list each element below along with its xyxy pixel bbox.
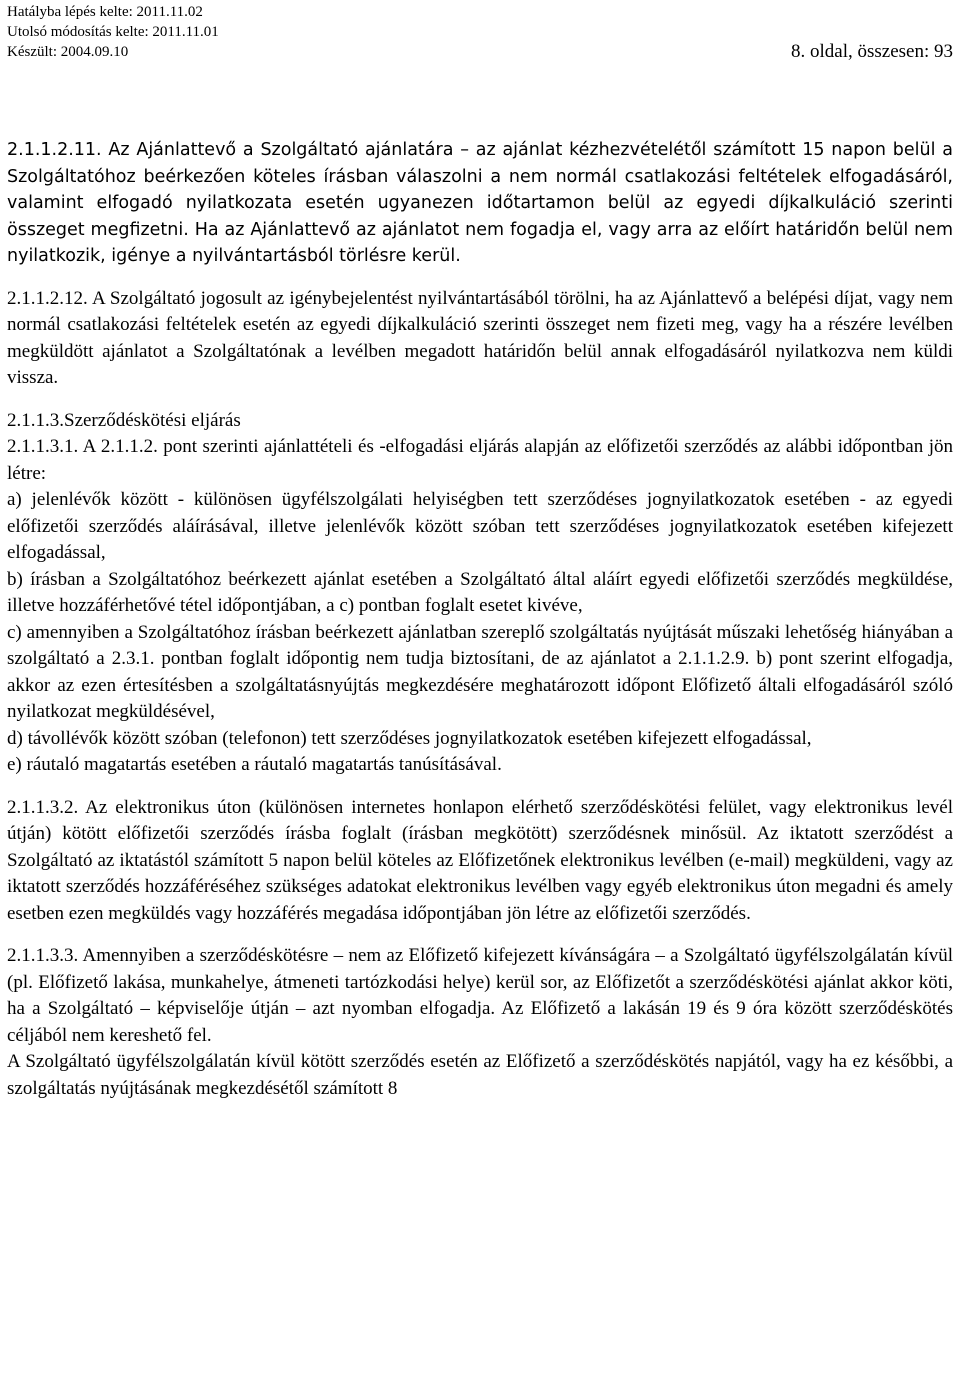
- closing-paragraph: A Szolgáltató ügyfélszolgálatán kívül kötött szerződés esetén az Előfizető a szerződéskötés napjától, vagy ha ez későbbi, a szolgáltatás nyújtásának megkezdésétől számított 8: [7, 1051, 953, 1099]
- document-body: [7, 137, 953, 1102]
- header-bottom-row: [7, 42, 953, 62]
- list-item-a: a) jelenlévők között - különösen ügyfélszolgálati helyiségben tett szerződéses jognyilatkozatok esetében - az egyedi előfizetői szerződés aláírásával, illetve jelenlévők között szóban tett szerződéses jognyilatkozatok esetében kifejezett elfogadással,: [7, 489, 953, 563]
- list-item-b: b) írásban a Szolgáltatóhoz beérkezett ajánlat esetében a Szolgáltató által aláírt egyedi előfizetői szerződés megküldése, illetve hozzáférhetővé tétel időpontjában, a c) pontban foglalt esetet kivéve,: [7, 568, 953, 616]
- section-2-1-1-2-11: 2.1.1.2.11. Az Ajánlattevő a Szolgáltató ajánlatára – az ajánlat kézhezvételétől számított 15 napon belül a Szolgáltatóhoz beérkezően köteles írásban válaszolni a nem normál csatlakozási feltételek elfogadásáról, valamint elfogadó nyilatkozata esetén ugyanezen időtartamon belül az egyedi díjkalkuláció szerinti összeget megfizetni. Ha az Ajánlattevő az ajánlatot nem fogadja el, vagy arra az előírt határidőn belül nem nyilatkozik, igénye a nyilvántartásból törlésre kerül.: [7, 140, 953, 266]
- section-2-1-1-3-2: 2.1.1.3.2. Az elektronikus úton (különösen internetes honlapon elérhető szerződéskötési felület, vagy elektronikus levél útján) kötött előfizetői szerződés írásba foglalt (írásban megkötött) szerződésnek minősül. Az iktatott szerződést a Szolgáltató az iktatástól számított 5 napon belül köteles az Előfizetőnek elektronikus levélben (e-mail) megküldeni, vagy az iktatott szerződés hozzáféréséhez szükséges adatokat elektronikus levélben vagy egyéb elektronikus úton megadni és amely esetben ezen megküldés vagy hozzáférés megadása időpontjában jön létre az előfizetői szerződés.: [7, 796, 953, 924]
- list-item-e: e) ráutaló magatartás esetében a ráutaló magatartás tanúsításával.: [7, 754, 502, 775]
- last-modified-date: Utolsó módosítás kelte: 2011.11.01: [7, 24, 219, 40]
- list-item-c: c) amennyiben a Szolgáltatóhoz írásban beérkezett ajánlatban szereplő szolgáltatás nyújtását műszaki lehetőség hiányában a szolgáltató a 2.3.1. pontban foglalt időpontig nem tudja biztosítani, de az ajánlatot a 2.1.1.2.9. b) pont szerint elfogadja, akkor az ezen értesítésben a szolgáltatásnyújtás megkezdésére meghatározott időpont Előfizető általi elfogadásáról szóló nyilatkozat megküldésével,: [7, 621, 953, 722]
- section-2-1-1-3-1: 2.1.1.3.1. A 2.1.1.2. pont szerinti ajánlattételi és -elfogadási eljárás alapján az előfizetői szerződés az alábbi időpontban jön létre:: [7, 436, 953, 484]
- section-2-1-1-2-12: 2.1.1.2.12. A Szolgáltató jogosult az igénybejelentést nyilvántartásából törölni, ha az Ajánlattevő a belépési díjat, vagy nem normál csatlakozási feltételek esetén az egyedi díjkalkuláció szerinti összeget nem fizeti meg, vagy ha a részére levélben megküldött ajánlatot a Szolgáltatónak a levélben megadott határidőn belül annak elfogadásáról nyilatkozva nem küldi vissza.: [7, 287, 953, 388]
- heading-2-1-1-3: 2.1.1.3.Szerződéskötési eljárás: [7, 409, 241, 431]
- effective-date: Hatályba lépés kelte: 2011.11.02: [7, 4, 203, 20]
- list-item-d: d) távollévők között szóban (telefonon) tett szerződéses jognyilatkozatok esetében kifejezett elfogadással,: [7, 727, 812, 749]
- page-number: 8. oldal, összesen: 93: [790, 41, 953, 62]
- created-date: Készült: 2004.09.10: [7, 44, 129, 60]
- page-header: [7, 2, 953, 62]
- section-2-1-1-3-3: 2.1.1.3.3. Amennyiben a szerződéskötésre – nem az Előfizető kifejezett kívánságára – a Szolgáltató ügyfélszolgálatán kívül (pl. Előfizető lakása, munkahelye, átmeneti tartózkodási helye) kerül sor, az Előfizetőt a szerződéskötési ajánlat akkor köti, ha a Szolgáltató – képviselője útján – azt nyomban elfogadja. Az Előfizető a lakásán 19 és 9 óra között szerződéskötés céljából nem kereshető fel.: [7, 945, 953, 1046]
